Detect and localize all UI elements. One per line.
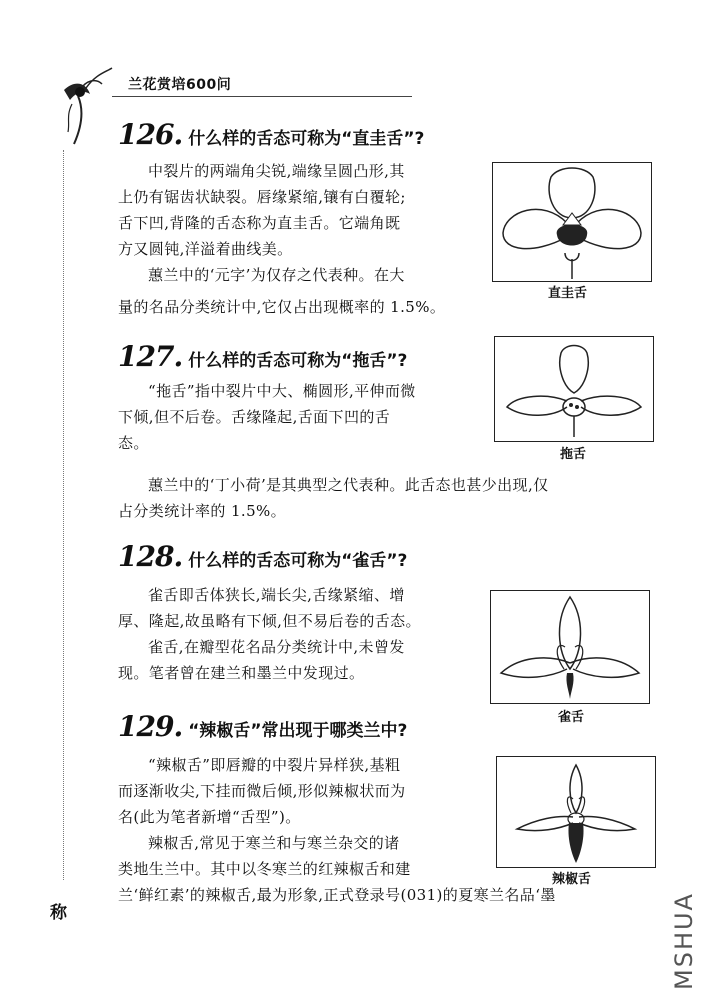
question-title: 什么样的舌态可称为“直圭舌”? <box>188 129 425 149</box>
body-line: 厚、隆起,故虽略有下倾,但不易后卷的舌态。 <box>118 612 421 630</box>
body-line: “拖舌”指中裂片中大、椭圆形,平伸而微 <box>148 382 416 400</box>
body-line: 而逐渐收尖,下挂而微后倾,形似辣椒状而为 <box>118 782 406 800</box>
question-number: 128. <box>118 540 183 573</box>
body-line: 中裂片的两端角尖锐,端缘呈圆凸形,其 <box>148 162 405 180</box>
body-line: 名(此为笔者新增“舌型”)。 <box>118 808 301 826</box>
body-line: 蕙兰中的‘元字’为仅存之代表种。在大 <box>148 266 405 284</box>
question-number: 129. <box>118 710 183 743</box>
question-title: “辣椒舌”常出现于哪类兰中? <box>188 721 408 741</box>
question-heading-126 <box>118 118 424 151</box>
body-line: 雀舌,在瓣型花名品分类统计中,未曾发 <box>148 638 405 656</box>
figure-tuo-tongue <box>494 336 654 442</box>
body-line: 占分类统计率的 1.5%。 <box>118 502 287 520</box>
body-line: 方又圆钝,洋溢着曲线美。 <box>118 240 293 258</box>
body-line: 舌下凹,背隆的舌态称为直圭舌。它端角既 <box>118 214 401 232</box>
body-line: “辣椒舌”即唇瓣的中裂片异样狭,基粗 <box>148 756 401 774</box>
body-line: 上仍有锯齿状缺裂。唇缘紧缩,镶有白覆轮; <box>118 188 406 206</box>
section-128-body <box>118 582 490 686</box>
question-heading-129 <box>118 710 407 743</box>
body-line: 下倾,但不后卷。舌缘隆起,舌面下凹的舌 <box>118 408 391 426</box>
question-title: 什么样的舌态可称为“雀舌”? <box>188 551 408 571</box>
header-rule <box>112 96 412 97</box>
side-char: 称 <box>50 903 67 923</box>
body-line: 现。笔者曾在建兰和墨兰中发现过。 <box>118 664 365 682</box>
question-number: 127. <box>118 340 183 373</box>
figure-caption: 拖舌 <box>560 447 587 462</box>
figure-caption: 辣椒舌 <box>552 872 592 887</box>
question-heading-128 <box>118 540 407 573</box>
body-line: 辣椒舌,常见于寒兰和与寒兰杂交的诸 <box>148 834 400 852</box>
running-header: 兰花赏培600问 <box>128 77 232 93</box>
figure-que-tongue <box>490 590 650 704</box>
figure-lajiao-tongue <box>496 756 656 868</box>
section-127-body <box>118 378 490 456</box>
margin-dotted-rule <box>63 150 64 880</box>
body-line: 态。 <box>118 434 149 452</box>
watermark <box>670 880 700 990</box>
orchid-logo <box>56 60 116 150</box>
body-line: 类地生兰中。其中以冬寒兰的红辣椒舌和建 <box>118 860 411 878</box>
question-heading-127 <box>118 340 407 373</box>
watermark-text: MSHUA <box>670 892 698 990</box>
figure-zhigui-tongue <box>492 162 652 282</box>
section-129-body-wide <box>118 882 678 908</box>
figure-caption: 雀舌 <box>558 710 585 725</box>
body-line: 雀舌即舌体狭长,端长尖,舌缘紧缩、增 <box>148 586 405 604</box>
question-title: 什么样的舌态可称为“拖舌”? <box>188 351 408 371</box>
section-126-body <box>118 158 488 288</box>
section-129-body <box>118 752 490 882</box>
body-line: 兰‘鲜红素’的辣椒舌,最为形象,正式登录号(031)的夏寒兰名品‘墨 <box>118 886 556 904</box>
question-number: 126. <box>118 118 183 151</box>
figure-caption: 直圭舌 <box>548 286 588 301</box>
section-127-body-wide <box>118 472 678 524</box>
body-line: 蕙兰中的‘丁小荷’是其典型之代表种。此舌态也甚少出现,仅 <box>148 476 549 494</box>
body-line: 量的名品分类统计中,它仅占出现概率的 1.5%。 <box>118 298 446 316</box>
